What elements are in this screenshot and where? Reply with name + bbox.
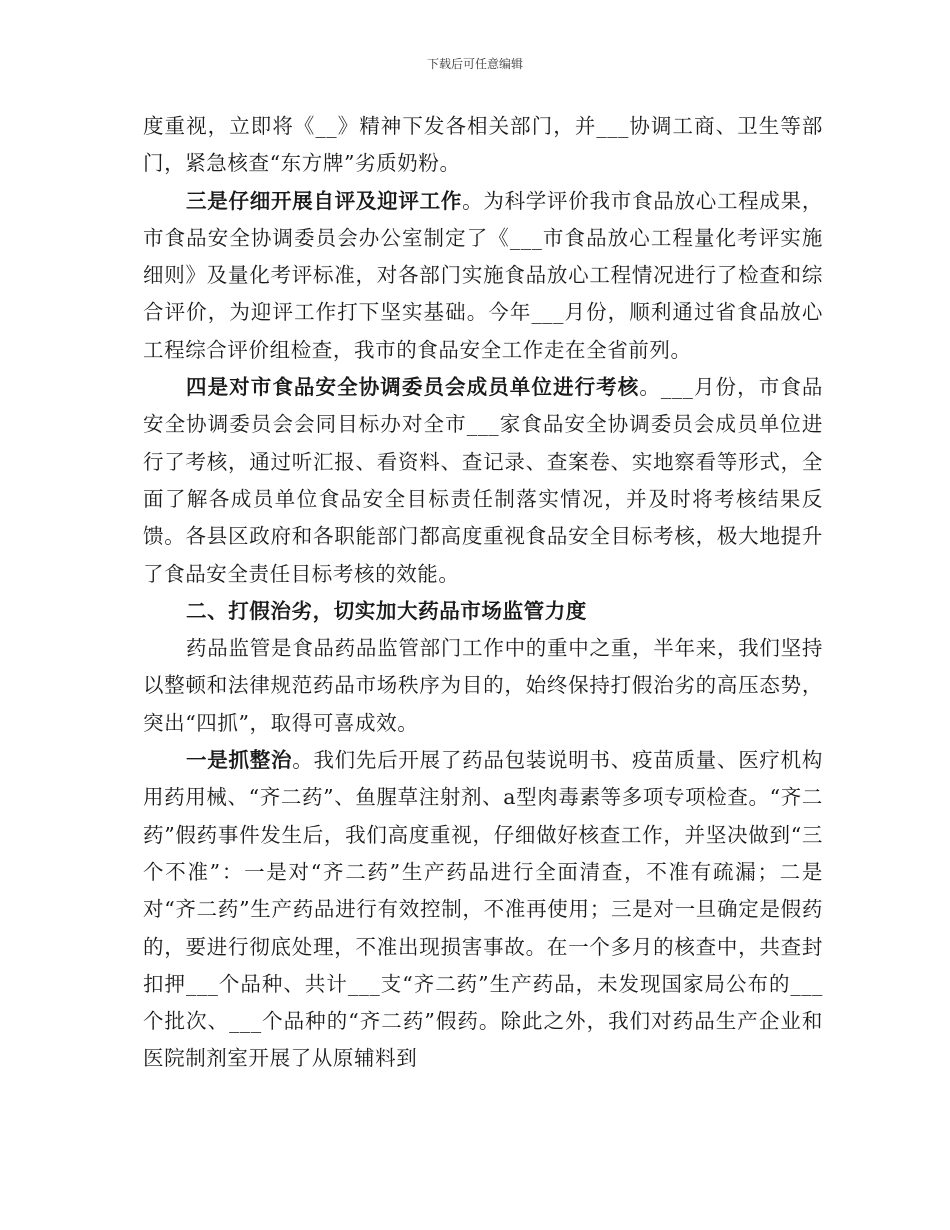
section-heading: 二、打假治劣，切实加大药品市场监管力度 xyxy=(186,598,587,623)
paragraph-lead-bold: 一是抓整治 xyxy=(186,748,293,773)
paragraph-lead-bold: 四是对市食品安全协调委员会成员单位进行考核 xyxy=(186,375,640,400)
paragraph-lead-bold: 三是仔细开展自评及迎评工作 xyxy=(186,188,463,213)
paragraph-body-text: 。我们先后开展了药品包装说明书、疫苗质量、医疗机构用药用械、“齐二药”、鱼腥草注射剂、a型肉毒素等多项专项检查。“齐二药”假药事件发生后，我们高度重视，仔细做好核查工作，并坚决做到“三个不准”：一是对“齐二药”生产药品进行全面清查，不准有疏漏；二是对“齐二药”生产药品进行有效控制，不准再使用；三是对一旦确定是假药的，要进行彻底处理，不准出现损害事故。在一个多月的核查中，共查封扣押___个品种、共计___支“齐二药”生产药品，未发现国家局公布的___个批次、___个品种的“齐二药”假药。除此之外，我们对药品生产企业和医院制剂室开展了从原辅料到 xyxy=(143,748,824,1071)
page-header-note: 下载后可任意编辑 xyxy=(426,57,523,71)
paragraph-rectification xyxy=(143,742,823,1078)
paragraph-assessment xyxy=(143,369,823,593)
paragraph-body-text: 。为科学评价我市食品放心工程成果，市食品安全协调委员会办公室制定了《___市食品放心工程量化考评实施细则》及量化考评标准，对各部门实施食品放心工程情况进行了检查和综合评价，为迎评工作打下坚实基础。今年___月份，顺利通过省食品放心工程综合评价组检查，我市的食品安全工作走在全省前列。 xyxy=(143,188,823,362)
document-body xyxy=(143,108,823,1078)
paragraph-body-text: 。___月份，市食品安全协调委员会会同目标办对全市___家食品安全协调委员会成员单位进行了考核，通过听汇报、看资料、查记录、查案卷、实地察看等形式，全面了解各成员单位食品安全目标责任制落实情况，并及时将考核结果反馈。各县区政府和各职能部门都高度重视食品安全目标考核，极大地提升了食品安全责任目标考核的效能。 xyxy=(143,375,824,586)
paragraph-continuation: 度重视，立即将《__》精神下发各相关部门，并___协调工商、卫生等部门，紧急核查“东方牌”劣质奶粉。 xyxy=(143,114,823,176)
paragraph-self-evaluation xyxy=(143,183,823,369)
paragraph-drug-supervision: 药品监管是食品药品监管部门工作中的重中之重，半年来，我们坚持以整顿和法律规范药品市场秩序为目的，始终保持打假治劣的高压态势，突出“四抓”，取得可喜成效。 xyxy=(143,636,823,735)
